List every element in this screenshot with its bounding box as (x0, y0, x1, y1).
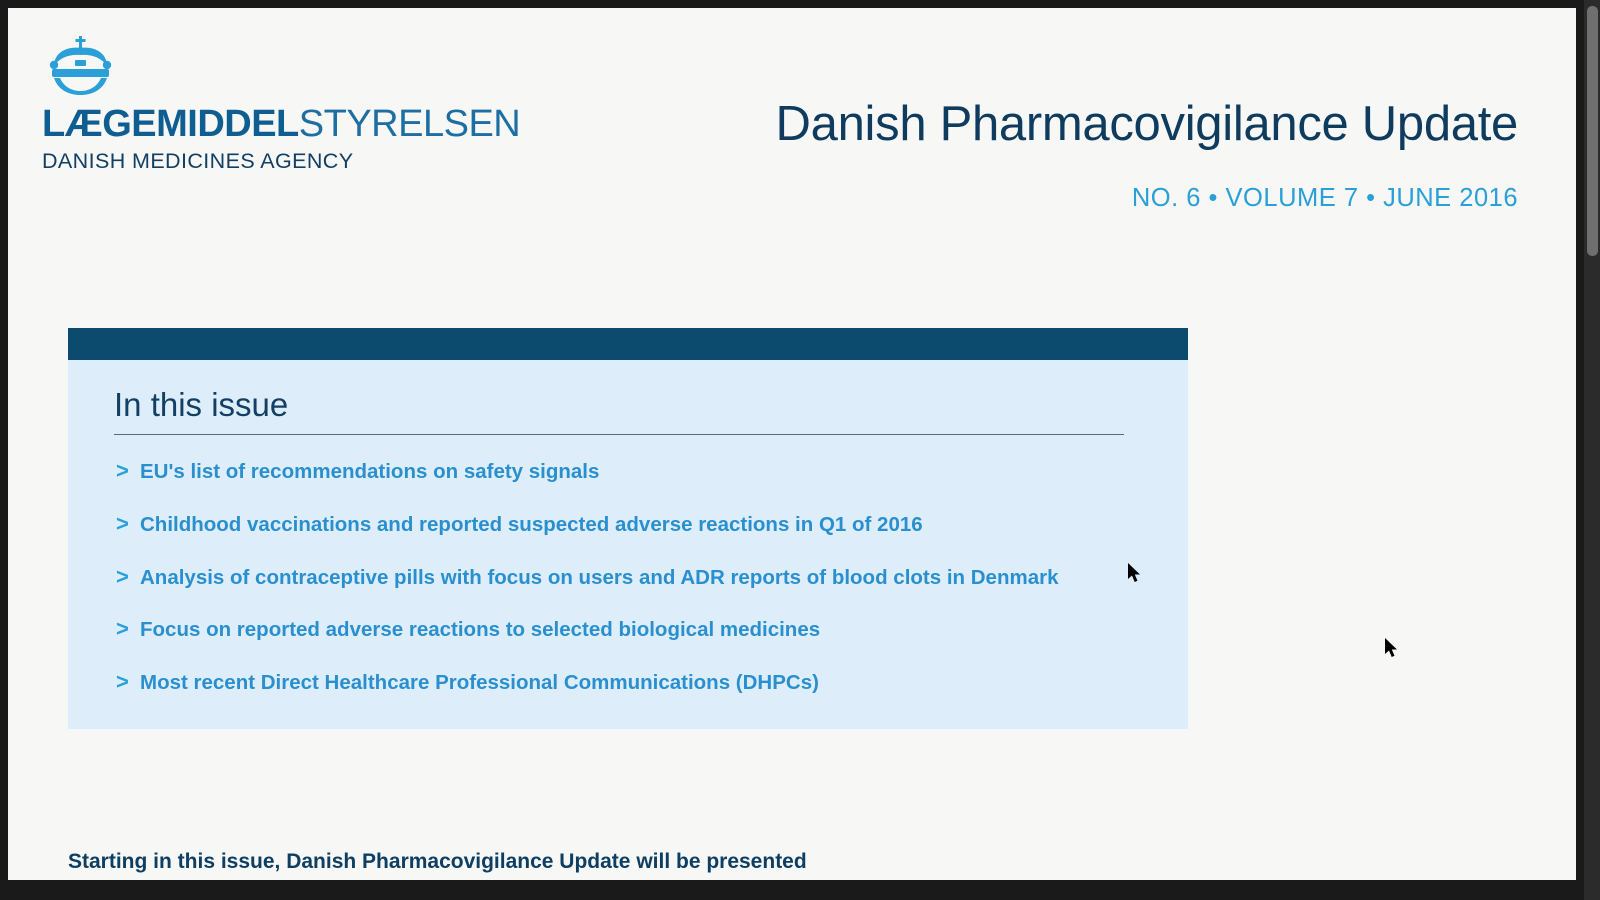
danish-crown-logo-icon (44, 36, 562, 103)
scrollbar-thumb[interactable] (1587, 6, 1598, 256)
agency-name-light: STYRELSEN (298, 103, 521, 145)
document-header (8, 8, 1576, 278)
document-page (8, 8, 1576, 880)
list-item[interactable] (100, 510, 1156, 541)
issue-link[interactable]: Childhood vaccinations and reported suspected adverse reactions in Q1 of 2016 (140, 512, 923, 536)
in-this-issue-panel (68, 328, 1188, 729)
issue-contents-list (100, 457, 1156, 699)
issue-link[interactable]: EU's list of recommendations on safety signals (140, 460, 600, 483)
chevron-right-icon: > (116, 669, 129, 694)
chevron-right-icon: > (116, 510, 129, 536)
body-paragraph-partial: Starting in this issue, Danish Pharmacovigilance Update will be presented (68, 850, 807, 873)
agency-name-english: DANISH MEDICINES AGENCY (42, 148, 354, 173)
issue-link[interactable]: Most recent Direct Healthcare Professional Communications (DHPCs) (140, 671, 819, 694)
panel-top-bar (68, 328, 1188, 360)
vertical-scrollbar[interactable] (1584, 0, 1600, 900)
issue-link[interactable]: Analysis of contraceptive pills with focus on users and ADR reports of blood clots in Denmark (140, 565, 1059, 589)
list-item[interactable] (100, 615, 1156, 646)
issue-line: NO. 6 • VOLUME 7 • JUNE 2016 (1131, 184, 1518, 212)
list-item[interactable] (100, 457, 1156, 488)
panel-divider (114, 434, 1124, 435)
agency-logo-block (42, 36, 562, 174)
page-title: Danish Pharmacovigilance Update (775, 97, 1518, 151)
chevron-right-icon: > (116, 458, 129, 483)
chevron-right-icon: > (116, 563, 129, 589)
chevron-right-icon: > (116, 616, 129, 642)
issue-link[interactable]: Focus on reported adverse reactions to selected biological medicines (140, 618, 821, 642)
title-block (776, 96, 1518, 213)
panel-body (68, 360, 1188, 729)
agency-name-bold: LÆGEMIDDEL (42, 103, 299, 145)
list-item[interactable] (100, 668, 1156, 699)
panel-heading: In this issue (114, 386, 289, 423)
list-item[interactable] (100, 563, 1156, 594)
agency-name (42, 105, 562, 145)
